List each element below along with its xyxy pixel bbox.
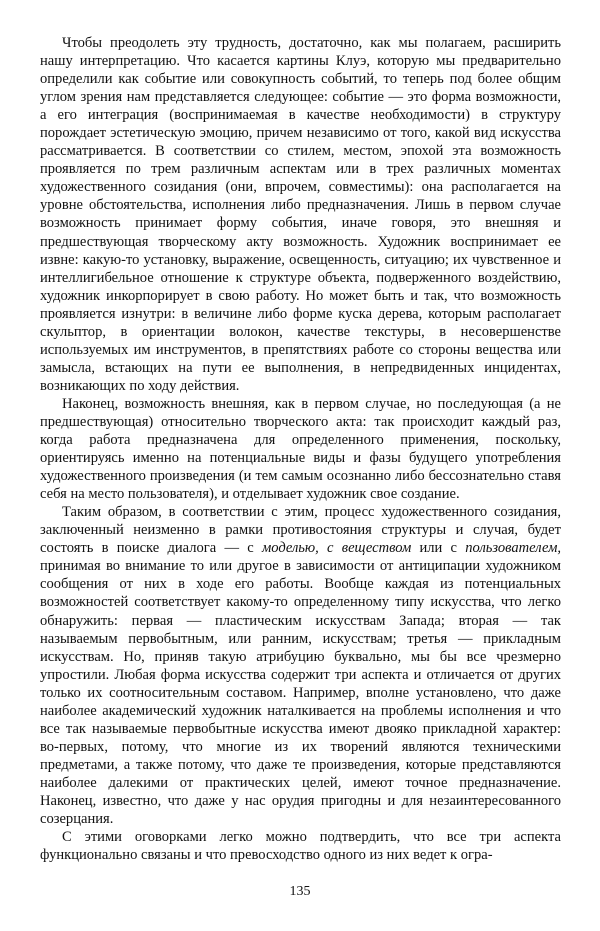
paragraph [40,828,561,864]
text-run: принимая во внимание то или другое в зависимости от антиципации художником сообщения от них в ходе его работы. Вообще каждая из потенциальных возможностей соответствует какому-то определенному типу искусства, что легко обнаружить: первая — пластическим искусствам Запада; вторая — так называемым первобытным, или ранним, искусствам; третья — прикладным искусствам. Но, приняв такую атрибуцию буквально, мы бы все чрезмерно упростили. Любая форма искусства содержит три аспекта и отличается от других только их соотносительным составом. Например, вполне установлено, что даже наиболее академический художник наталкивается на проблемы исполнения и что все так называемые первобытные искусства имеют двояко прикладной характер: во-первых, потому, что многие из их творений являются техническими предметами, а также потому, что даже те произведения, которые представляются наиболее далекими от практических целей, имеют точное предназначение. Наконец, известно, что даже у нас орудия пригодны и для незаинтересованного созерцания. [40,558,561,828]
paragraph [40,395,561,503]
text-run: С этими оговорками легко можно подтвердить, что все три аспекта функционально связаны и что превосходство одного из них ведет к огра- [40,829,561,864]
text-run: Чтобы преодолеть эту трудность, достаточно, как мы полагаем, расширить нашу интерпретацию. Что касается картины Клуэ, которую мы предварительно определили как событие или совокупность событий, то теперь под более общим углом зрения нам представляется следующее: событие — это форма возможности, а его интеграция (воспринимаемая в качестве необходимости) в структуру порождает эстетическую эмоцию, причем независимо от того, какой вид искусства рассматривается. В соответствии со стилем, местом, эпохой эта возможность проявляется по трем различным аспектам или в трех различных моментах художественного созидания (они, впрочем, совместимы): она располагается на уровне обстоятельства, исполнения либо предназначения. Лишь в первом случае возможность принимает форму события, иначе говоря, это внешняя и предшествующая творческому акту возможность. Художник воспринимает ее извне: какую-то установку, выражение, освещенность, ситуацию; их чувственное и интеллигибельное отношение к структуре объекта, подверженного воздействию, художник инкорпорирует в свою работу. Но может быть и так, что возможность проявляется изнутри: в величине либо форме куска дерева, которым располагает скульптор, в ориентации волокон, качестве текстуры, в несовершенстве используемых им инструментов, в препятствиях работе со стороны вещества или замысла, встающих на пути ее выполнения, в непредвиденных инцидентах, возникающих по ходу действия. [40,35,561,394]
italic-run: пользователем, [465,540,561,557]
body-text [40,34,561,864]
text-run: или с [411,540,466,557]
italic-run: моделью, с веществом [261,540,412,557]
text-run: Наконец, возможность внешняя, как в первом случае, но последующая (а не предшествующая) относительно творческого акта: так происходит каждый раз, когда работа предназначена для определенного применения, поскольку, ориентируясь именно на потенциальные виды и фазы будущего употребления художественного произведения (и тем самым осознанно либо бессознательно ставя себя на место пользователя), и отделывает художник свое создание. [40,395,561,503]
paragraph [40,34,561,395]
paragraph [40,503,561,828]
page-number: 135 [289,884,311,899]
text-run: Таким образом, в соответствии с этим, процесс художественного созидания, заключенный неизменно в рамки противостояния структуры и случая, будет состоять в поиске диалога — с [40,504,561,557]
